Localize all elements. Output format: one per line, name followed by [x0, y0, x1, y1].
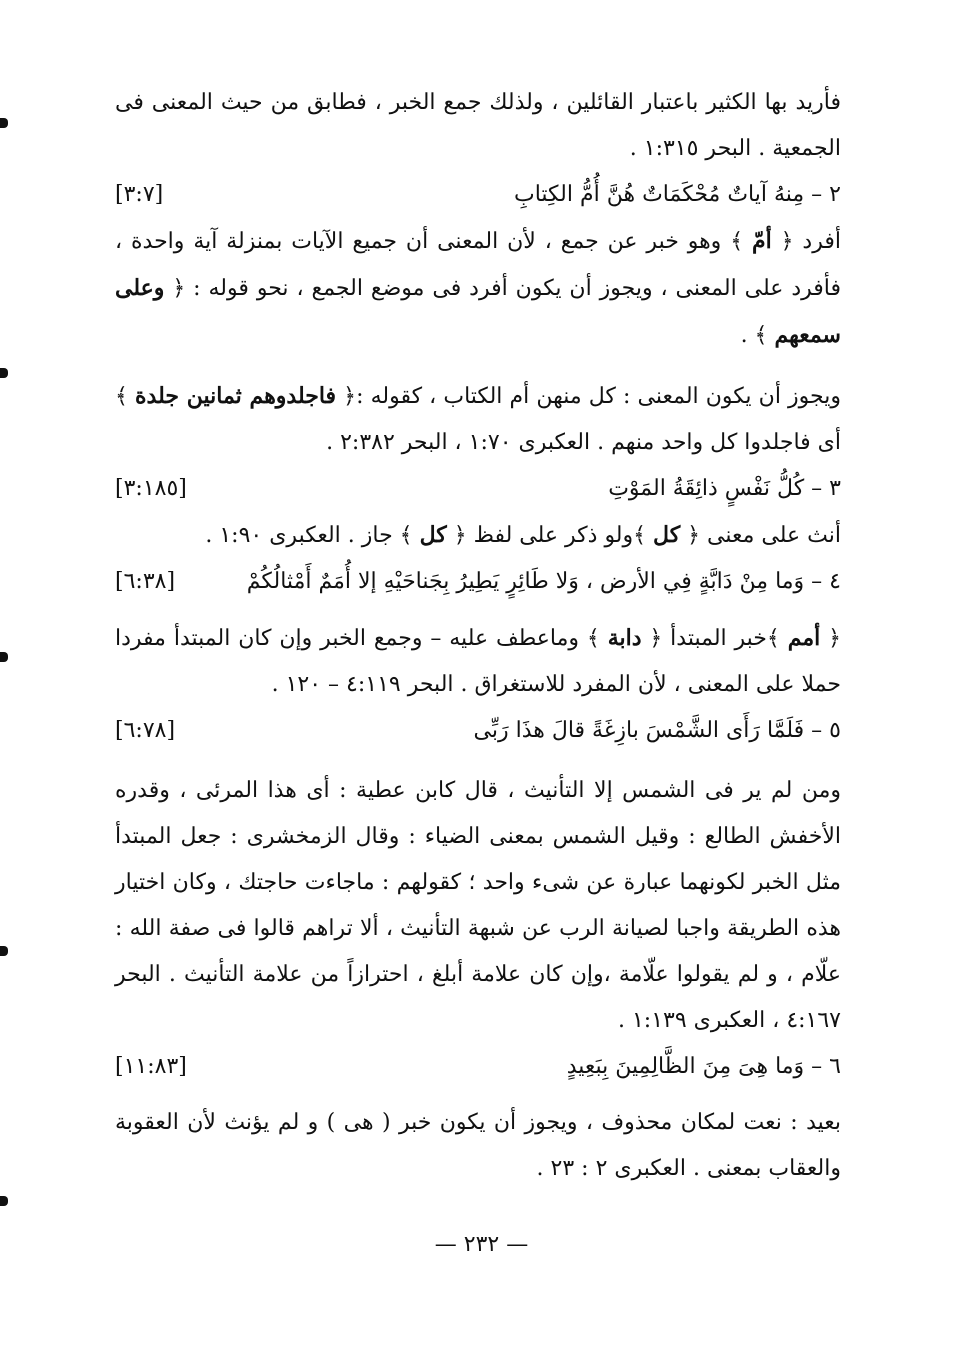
commentary-text: ويجوز أن يكون المعنى : كل منهن أم الكتاب ، كقوله :﴿: [336, 384, 841, 409]
verse-3-reference: [٣:١٨٥]: [115, 476, 187, 501]
verse-3-row: [115, 466, 841, 512]
scan-edge-mark: [0, 118, 8, 128]
commentary-text: ﴾ وماعطف عليه – وجمع الخبر وإن كان المبتدأ مفردا حملا على المعنى ، لأن المفرد للاستغراق . البحر ٤:١١٩ – ١٢٠ .: [115, 626, 841, 697]
verse-4-reference: [٦:٣٨]: [115, 569, 176, 594]
quoted-word: أمّ: [752, 228, 772, 254]
commentary-text: أفرد ﴿: [771, 229, 841, 254]
commentary-text: ﴾ وهو خبر عن جمع ، لأن المعنى أن جميع الآيات بمنزلة آية واحدة ، فأفرد على المعنى ، ويجوز أن يكون أفرد فى موضع الجمع ، نحو قوله : ﴿: [115, 229, 841, 301]
intro-paragraph: فأريد بها الكثير باعتبار القائلين ، ولذلك جمع الخبر ، فطابق من حيث المعنى فى الجمعية . البحر ١:٣١٥ .: [115, 90, 841, 161]
commentary-text: ﴾أى فاجلدوا كل واحد منهم . العكبرى ١:٧٠ ، البحر ٢:٣٨٢ .: [115, 384, 841, 455]
quoted-word: أمم: [787, 625, 821, 651]
commentary-text: ﴾ولو ذكر على لفظ ﴿: [446, 523, 654, 548]
verse-3-commentary: [115, 512, 841, 559]
verse-6-commentary: بعيد : نعت لمكان محذوف ، ويجوز أن يكون خبر ( هى ) و لم يؤنث لأن العقوبة والعقاب بمعنى . العكبرى ٢ : ٢٣ .: [115, 1110, 841, 1181]
quoted-word: وعلى سمعهم: [115, 275, 841, 348]
verse-4-text: ٤ – وَما مِنْ دَابَّةٍ فِي الأرض ، وَلا طَائِرٍ يَطِيرُ بِجَناحَيْهِ إلا أُمَمٌ أَمْثالُكُمْ: [246, 569, 841, 594]
quoted-word: فاجلدوهم ثمانين جلدة: [135, 383, 337, 409]
verse-2-reference: [٣:٧]: [115, 182, 164, 207]
verse-6-reference: [١١:٨٣]: [115, 1054, 187, 1079]
verse-4-row: [115, 559, 841, 605]
scan-edge-mark: [0, 652, 8, 662]
verse-5-text: ٥ – فَلَمَّا رَأَى الشَّمْسَ بازِغَةً قالَ هذَا رَبِّى: [473, 718, 841, 743]
commentary-text: ﴾خبر المبتدأ ﴿: [641, 626, 788, 651]
verse-3-text: ٣ – كُلُّ نَفْسٍ ذائِقَةُ المَوْتِ: [608, 476, 841, 501]
scan-edge-mark: [0, 1196, 8, 1206]
verse-5-commentary: ومن لم ير فى الشمس إلا التأنيث ، قال كابن عطية : أى هذا المرئى ، وقدره الأخفش الطالع : وقيل الشمس بمعنى الضياء : وقال الزمخشرى : جعل المبتدأ مثل الخبر لكونهما عبارة عن شىء واحد ؛ كقولهم : ماجاءت حاجتك ، وكان اختيار هذه الطريقة واجبا لصيانة الرب عن شبهة التأنيث ، ألا تراهم قالوا فى صفة الله : علّام ، و لم يقولوا علّامة ،وإن كان علامة أبلغ ، احترازاً من علامة التأنيث . البحر ٤:١٦٧ ، العكبرى ١:١٣٩ .: [115, 778, 841, 1033]
verse-2-text: ٢ – مِنهُ آياتٌ مُحْكَمَاتٌ هُنَّ أُمُّ الكِتابِ: [513, 182, 841, 207]
verse-5-reference: [٦:٧٨]: [115, 718, 176, 743]
quoted-word: كل: [419, 522, 447, 548]
page-body: [115, 80, 841, 1192]
commentary-text: ﴿: [820, 626, 842, 651]
verse-6-text: ٦ – وَما هِىَ مِنَ الظَّالِمِينَ بِبَعِيدٍ: [566, 1054, 841, 1079]
verse-2-commentary-2: [115, 373, 841, 466]
verse-4-commentary: [115, 615, 841, 708]
verse-2-commentary: [115, 218, 841, 359]
quoted-word: كل: [653, 522, 681, 548]
commentary-text: أنث على معنى ﴿: [680, 523, 841, 548]
page-number: — ٢٣٢ —: [434, 1232, 529, 1257]
verse-6-row: [115, 1044, 841, 1090]
commentary-text: ﴾ جاز . العكبرى ١:٩٠ .: [205, 523, 420, 548]
commentary-text: ﴾ .: [740, 323, 775, 348]
quoted-word: دابة: [607, 625, 642, 651]
scan-edge-mark: [0, 368, 8, 378]
scan-edge-mark: [0, 946, 8, 956]
verse-5-row: [115, 708, 841, 754]
verse-2-row: [115, 172, 841, 218]
